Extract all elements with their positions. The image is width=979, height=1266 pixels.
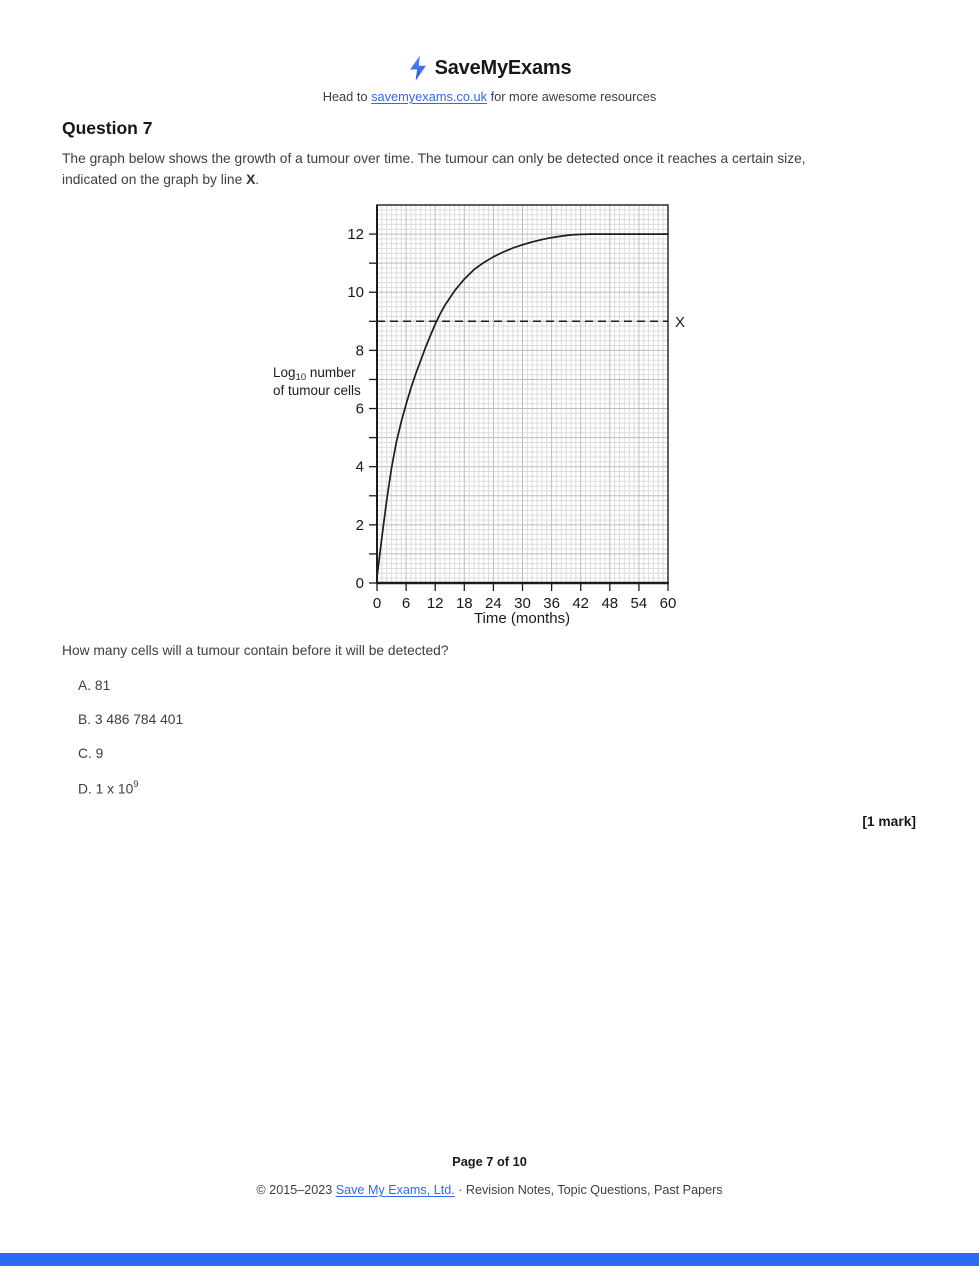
- y-axis-title-line2: of tumour cells: [273, 383, 361, 398]
- x-tick-label: 36: [543, 595, 560, 612]
- x-tick-label: 42: [572, 595, 590, 612]
- option-a: A. 81: [78, 678, 111, 693]
- y-tick-label: 12: [347, 226, 364, 244]
- header-tagline: [0, 89, 979, 104]
- brand-footer-bar: [0, 1253, 979, 1266]
- y-tick-label: 0: [355, 575, 364, 592]
- question-body-line2: indicated on the graph by line X.: [62, 172, 260, 187]
- y-tick-label: 4: [355, 458, 364, 476]
- tagline-suffix: for more awesome resources: [487, 89, 657, 104]
- growth-chart: [268, 200, 704, 632]
- threshold-label-x: X: [675, 314, 686, 331]
- x-axis-title: Time (months): [473, 610, 571, 627]
- line-x-reference: X: [246, 172, 256, 187]
- option-d: D. 1 x $10^9$: [78, 779, 139, 797]
- copyright-line: © 2015–2023 Save My Exams, Ltd. · Revision Notes, Topic Questions, Past Papers: [256, 1183, 723, 1197]
- x-tick-label: 60: [659, 595, 677, 612]
- x-tick-label: 24: [485, 595, 502, 612]
- x-tick-label: 12: [426, 595, 444, 612]
- y-tick-label: 2: [355, 516, 364, 534]
- y-axis-title-line1: Log$_{10}$ number: [273, 365, 356, 383]
- y-tick-label: 10: [347, 284, 364, 302]
- brand-logo: [0, 54, 979, 82]
- question-title: Question 7: [62, 118, 153, 138]
- y-tick-label: 6: [355, 400, 364, 418]
- option-c: C. 9: [78, 746, 104, 761]
- x-tick-label: 54: [630, 595, 648, 612]
- savemyexams-link[interactable]: savemyexams.co.uk: [371, 89, 488, 104]
- option-d-exponent: 9: [133, 779, 139, 790]
- x-tick-label: 48: [601, 595, 619, 612]
- brand-name: SaveMyExams: [434, 56, 572, 79]
- option-b: B. 3 486 784 401: [78, 712, 184, 727]
- marks-badge: [1 mark]: [862, 814, 916, 829]
- lightning-bolt-icon: [408, 54, 428, 82]
- tagline-prefix: Head to: [322, 89, 372, 104]
- y-tick-label: 8: [355, 342, 364, 360]
- question-body-line1: The graph below shows the growth of a tumour over time. The tumour can only be detected once it reaches a certain size,: [62, 151, 806, 166]
- x-tick-label: 0: [372, 595, 382, 612]
- x-tick-label: 6: [401, 595, 411, 612]
- x-tick-label: 30: [514, 595, 531, 612]
- tumour-growth-graph: [268, 200, 704, 632]
- page-indicator: Page 7 of 10: [452, 1154, 527, 1169]
- question-prompt: How many cells will a tumour contain before it will be detected?: [62, 643, 449, 658]
- question-body: [62, 148, 924, 190]
- save-my-exams-ltd-link[interactable]: Save My Exams, Ltd.: [335, 1183, 455, 1197]
- x-tick-label: 18: [455, 595, 473, 612]
